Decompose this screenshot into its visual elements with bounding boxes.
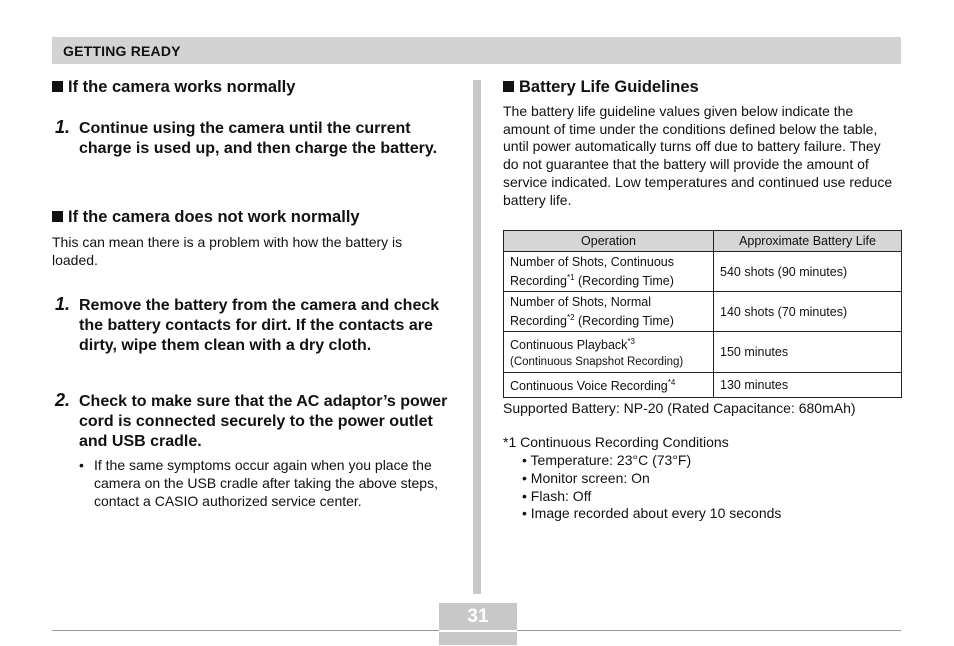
heading-works-normally [52, 78, 295, 97]
operation-cell: Continuous Playback$^{*3}$ (Continuous Snapshot Recording) [504, 332, 714, 373]
page-number: 31 [467, 606, 489, 627]
table-row [504, 332, 902, 373]
bullet-dot-icon: • [79, 457, 84, 473]
battery-life-table [503, 230, 902, 398]
heading-text: Battery Life Guidelines [519, 78, 699, 96]
step-text: Remove the battery from the camera and check the battery contacts for dirt. If the contacts are dirty, wipe them clean with a dry cloth. [79, 297, 440, 354]
step-number: 2. [55, 390, 71, 410]
column-header-life: Approximate Battery Life [714, 231, 902, 252]
step-number: 1. [55, 294, 71, 314]
not-normal-description: This can mean there is a problem with how the battery is loaded. [52, 234, 403, 268]
life-cell: 150 minutes [714, 332, 902, 373]
operation-cell: Continuous Voice Recording$^{*4}$ [504, 373, 714, 397]
operation-cell: Number of Shots, Continuous Recording$^{*1}$ (Recording Time) [504, 252, 714, 292]
section-title: GETTING READY [63, 43, 181, 59]
operation-cell: Number of Shots, Normal Recording$^{*2}$ (Recording Time) [504, 292, 714, 332]
table-header-row [504, 231, 902, 252]
page-number-stripe [439, 630, 517, 632]
condition-item: • Image recorded about every 10 seconds [522, 505, 782, 521]
condition-item: • Monitor screen: On [522, 470, 650, 486]
step-text: Check to make sure that the AC adaptor’s power cord is connected securely to the power outlet and USB cradle. [79, 393, 448, 450]
square-bullet-icon [503, 81, 514, 92]
page-number-box [439, 603, 517, 645]
step-text: Continue using the camera until the current charge is used up, and then charge the battery. [79, 120, 438, 157]
heading-text: If the camera does not work normally [68, 208, 360, 226]
condition-item: • Flash: Off [522, 488, 592, 504]
square-bullet-icon [52, 211, 63, 222]
footnote-title: *1 Continuous Recording Conditions [503, 434, 729, 450]
life-cell: 130 minutes [714, 373, 902, 397]
bullet-text: If the same symptoms occur again when you place the camera on the USB cradle after taking the above steps, contact a CASIO authorized service center. [94, 457, 438, 509]
condition-item: • Temperature: 23°C (73°F) [522, 452, 692, 468]
life-cell: 540 shots (90 minutes) [714, 252, 902, 292]
square-bullet-icon [52, 81, 63, 92]
bullet-item [79, 456, 454, 510]
step-number: 1. [55, 117, 71, 137]
supported-battery: Supported Battery: NP-20 (Rated Capacitance: 680mAh) [503, 400, 856, 416]
life-cell: 140 shots (70 minutes) [714, 292, 902, 332]
heading-text: If the camera works normally [68, 78, 296, 96]
battery-intro: The battery life guideline values given below indicate the amount of time under the conditions defined below the table, until power automatically turns off due to battery failure. They do not guarantee that the battery will provide the amount of service indicated. Low temperatures and continued use reduce battery life. [503, 103, 893, 208]
column-divider [473, 80, 481, 594]
table-row [504, 373, 902, 397]
table-row [504, 292, 902, 332]
table-row [504, 252, 902, 292]
column-header-operation: Operation [504, 231, 714, 252]
heading-not-normal [52, 208, 360, 227]
heading-battery-life [503, 78, 699, 97]
section-header-bar [52, 37, 901, 64]
